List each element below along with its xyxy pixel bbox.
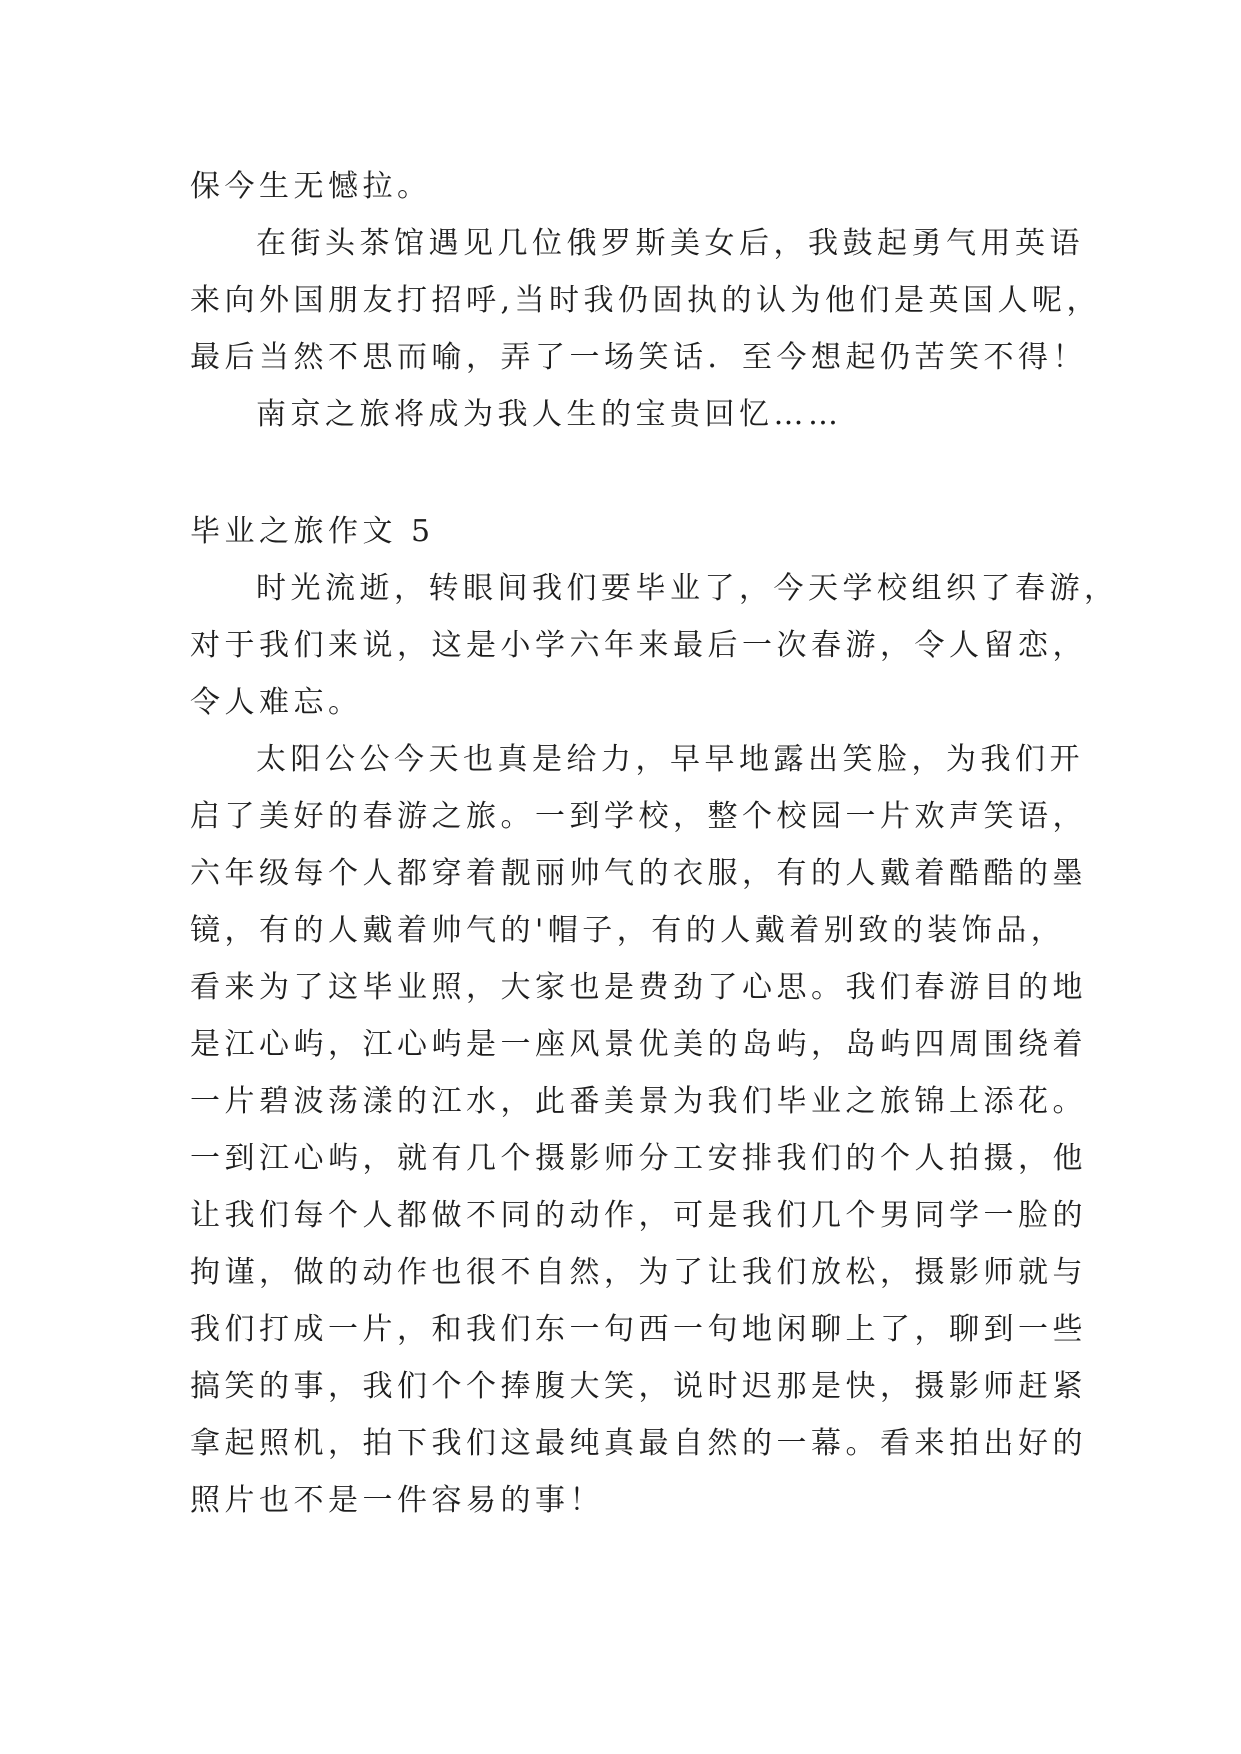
text-line: 来向外国朋友打招呼,当时我仍固执的认为他们是英国人呢， — [190, 283, 1102, 318]
paragraph-first-line: 在街头茶馆遇见几位俄罗斯美女后，我鼓起勇气用英语 — [256, 226, 1084, 261]
text-line: 镜，有的人戴着帅气的'帽子，有的人戴着别致的装饰品， — [190, 913, 1066, 948]
text-line: 拘谨，做的动作也很不自然，为了让我们放松，摄影师就与 — [190, 1255, 1087, 1290]
text-line: 一片碧波荡漾的江水，此番美景为我们毕业之旅锦上添花。 — [190, 1084, 1087, 1119]
paragraph-first-line: 南京之旅将成为我人生的宝贵回忆…… — [256, 397, 843, 432]
text-line: 保今生无憾拉。 — [190, 169, 432, 204]
text-line: 令人难忘。 — [190, 685, 363, 720]
text-line: 是江心屿，江心屿是一座风景优美的岛屿，岛屿四周围绕着 — [190, 1027, 1087, 1062]
text-line: 最后当然不思而喻，弄了一场笑话．至今想起仍苦笑不得！ — [190, 340, 1087, 375]
text-line: 一到江心屿，就有几个摄影师分工安排我们的个人拍摄，他 — [190, 1141, 1087, 1176]
paragraph-first-line: 时光流逝，转眼间我们要毕业了，今天学校组织了春游， — [256, 571, 1119, 606]
text-line: 启了美好的春游之旅。一到学校，整个校园一片欢声笑语， — [190, 799, 1087, 834]
text-line: 看来为了这毕业照，大家也是费劲了心思。我们春游目的地 — [190, 970, 1087, 1005]
paragraph-first-line: 太阳公公今天也真是给力，早早地露出笑脸，为我们开 — [256, 742, 1084, 777]
text-line: 我们打成一片，和我们东一句西一句地闲聊上了，聊到一些 — [190, 1312, 1087, 1347]
section-heading: 毕业之旅作文 5 — [190, 514, 435, 549]
text-line: 让我们每个人都做不同的动作，可是我们几个男同学一脸的 — [190, 1198, 1087, 1233]
text-line: 对于我们来说，这是小学六年来最后一次春游，令人留恋， — [190, 628, 1087, 663]
text-line: 六年级每个人都穿着靓丽帅气的衣服，有的人戴着酷酷的墨 — [190, 856, 1087, 891]
text-line: 照片也不是一件容易的事！ — [190, 1483, 604, 1518]
text-line: 拿起照机，拍下我们这最纯真最自然的一幕。看来拍出好的 — [190, 1426, 1087, 1461]
text-line: 搞笑的事，我们个个捧腹大笑，说时迟那是快，摄影师赶紧 — [190, 1369, 1087, 1404]
